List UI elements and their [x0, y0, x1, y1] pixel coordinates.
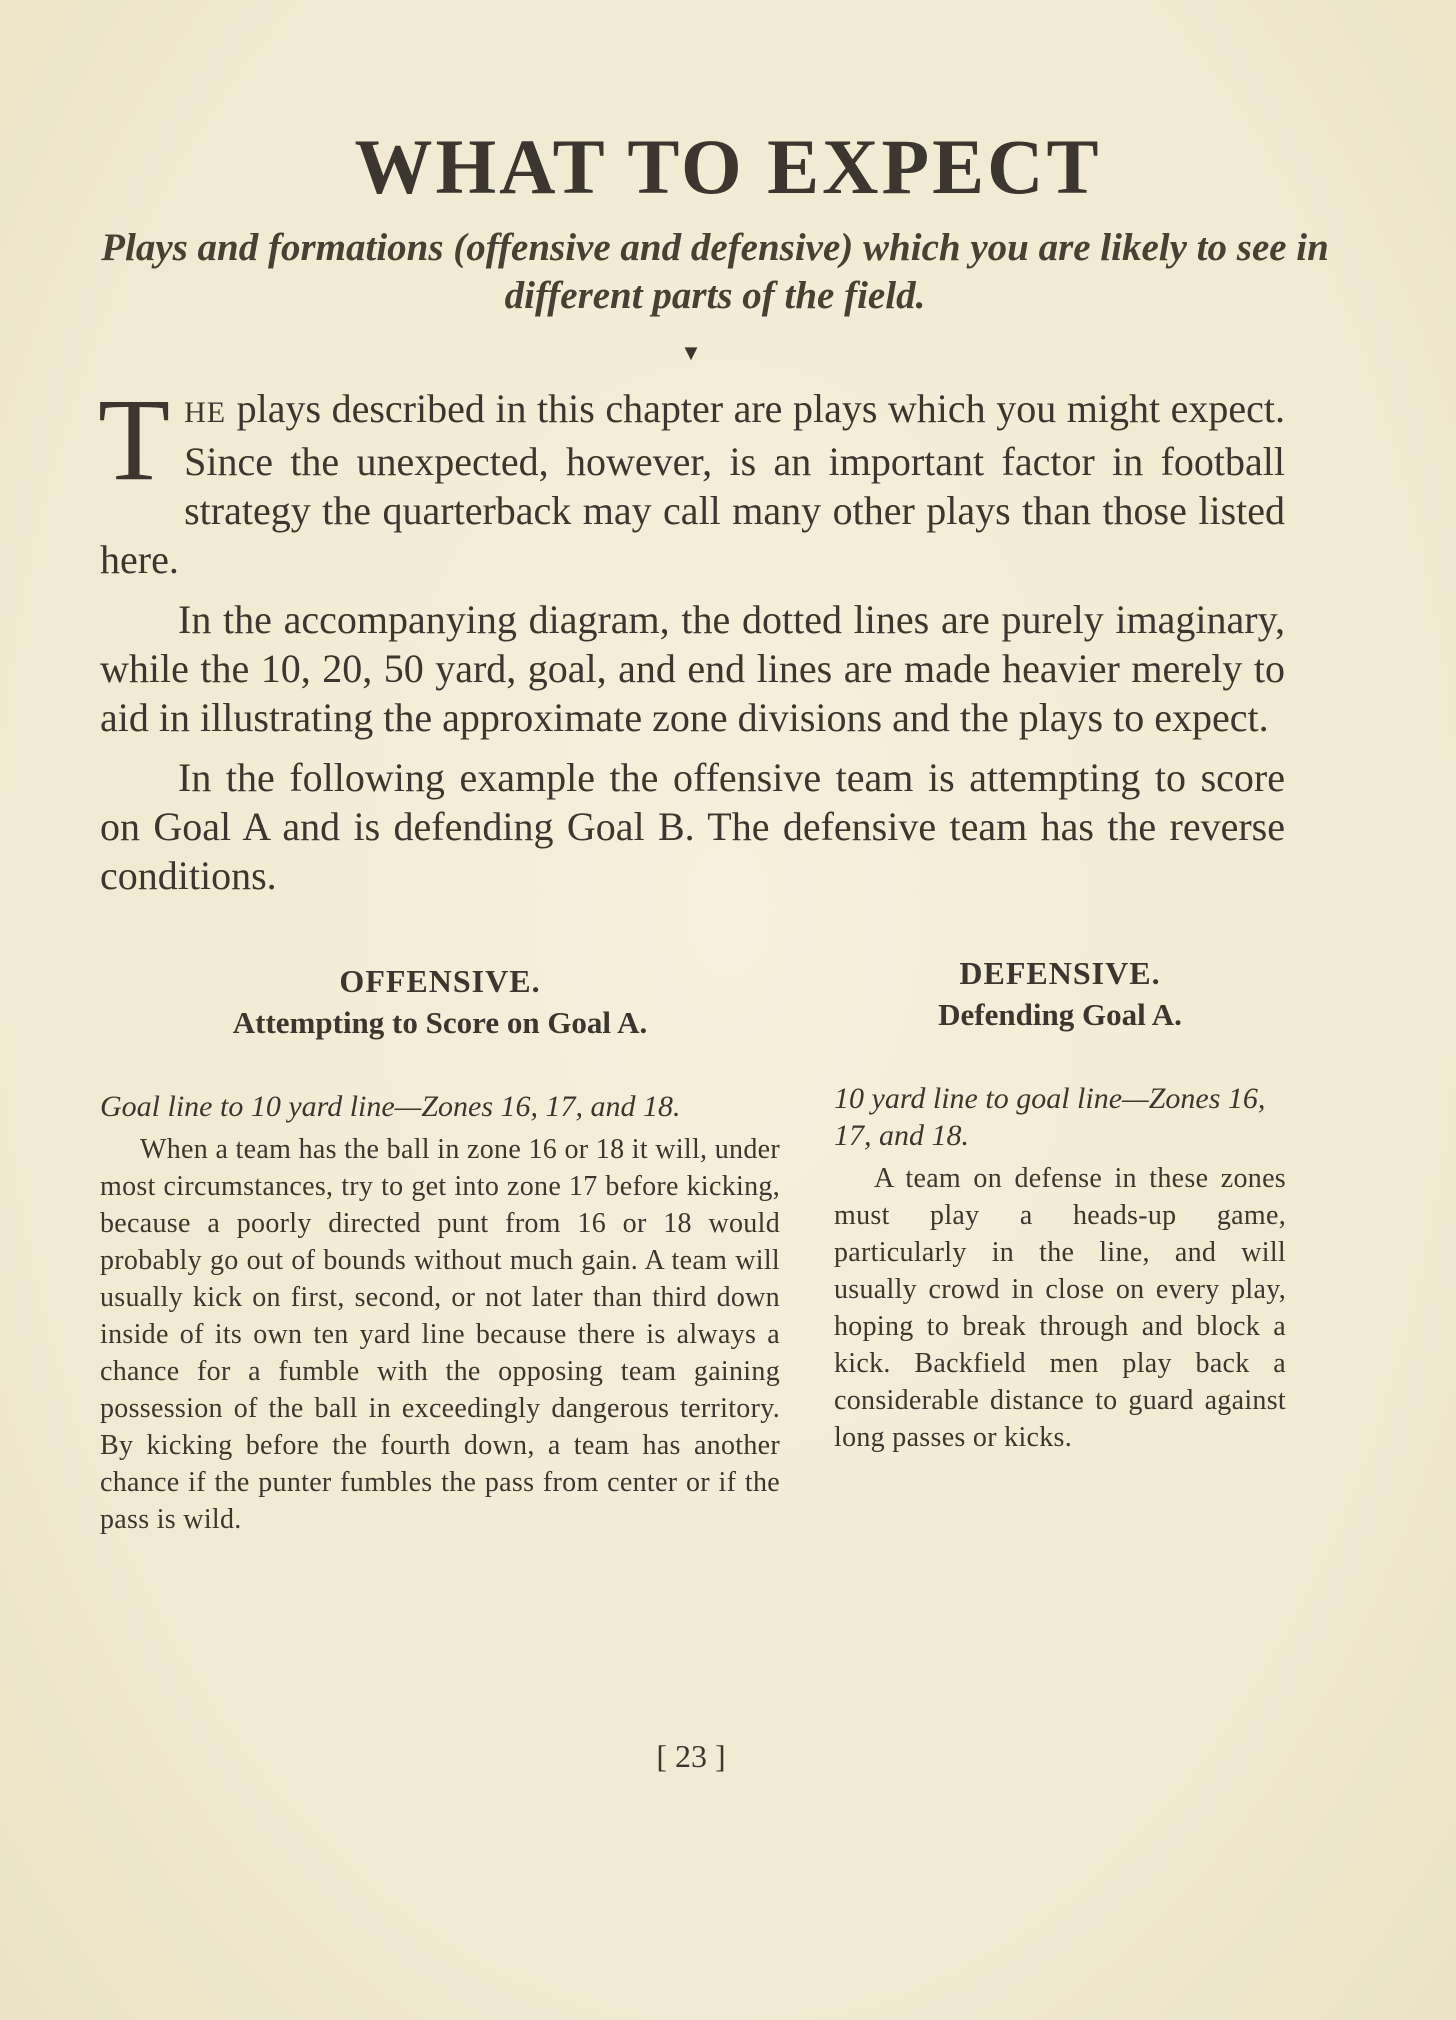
intro-paragraph-3: In the following example the offensive team is attempting to score on Goal A and is defending Goal B. The defensive team has the reverse conditions.: [100, 755, 1285, 898]
intro-paragraph-2: In the accompanying diagram, the dotted lines are purely imaginary, while the 10, 20, 50 yard, goal, and end lines are made heavier merely to aid in illustrating the approximate zone divisions and the plays to expect.: [100, 597, 1285, 740]
page-subtitle: Plays and formations (offensive and defensive) which you are likely to see in different parts of the field.: [101, 226, 1329, 317]
offensive-subheading: Attempting to Score on Goal A.: [232, 1005, 648, 1040]
intro-text: [98, 374, 1285, 911]
page-number: [ 23 ]: [656, 1738, 726, 1774]
defensive-column: [834, 952, 1286, 1456]
intro-paragraph-1: [98, 374, 1285, 584]
offensive-column: [100, 960, 780, 1538]
defensive-heading: DEFENSIVE.: [959, 955, 1161, 991]
small-caps-lead: HE: [184, 396, 227, 429]
page-title: WHAT TO EXPECT: [354, 123, 1102, 210]
drop-cap: T: [98, 374, 171, 505]
offensive-zone-heading: Goal line to 10 yard line—Zones 16, 17, and 18.: [100, 1090, 681, 1123]
triangle-ornament-icon: ▼: [680, 340, 702, 365]
intro-paragraph-1-text: plays described in this chapter are plays which you might expect. Since the unexpected, however, is an important factor in football strategy the quarterback may call many other plays than those listed here.: [100, 386, 1285, 582]
defensive-zone-heading: 10 yard line to goal line—Zones 16, 17, and 18.: [834, 1082, 1266, 1152]
offensive-heading: OFFENSIVE.: [339, 963, 541, 999]
defensive-subheading: Defending Goal A.: [938, 997, 1182, 1032]
defensive-text: A team on defense in these zones must play a heads-up game, particularly in the line, and will usually crowd in close on every play, hoping to break through and block a kick. Backfield men play back a considerable distance to guard against long passes or kicks.: [834, 1163, 1286, 1453]
offensive-text: When a team has the ball in zone 16 or 18 it will, under most circumstances, try to get into zone 17 before kicking, because a poorly directed punt from 16 or 18 would probably go out of bounds without much gain. A team will usually kick on first, second, or not later than third down inside of its own ten yard line because there is always a chance for a fumble with the opposing team gaining possession of the ball in exceedingly dangerous territory. By kicking before the fourth down, a team has another chance if the punter fumbles the pass from center or if the pass is wild.: [100, 1134, 780, 1535]
